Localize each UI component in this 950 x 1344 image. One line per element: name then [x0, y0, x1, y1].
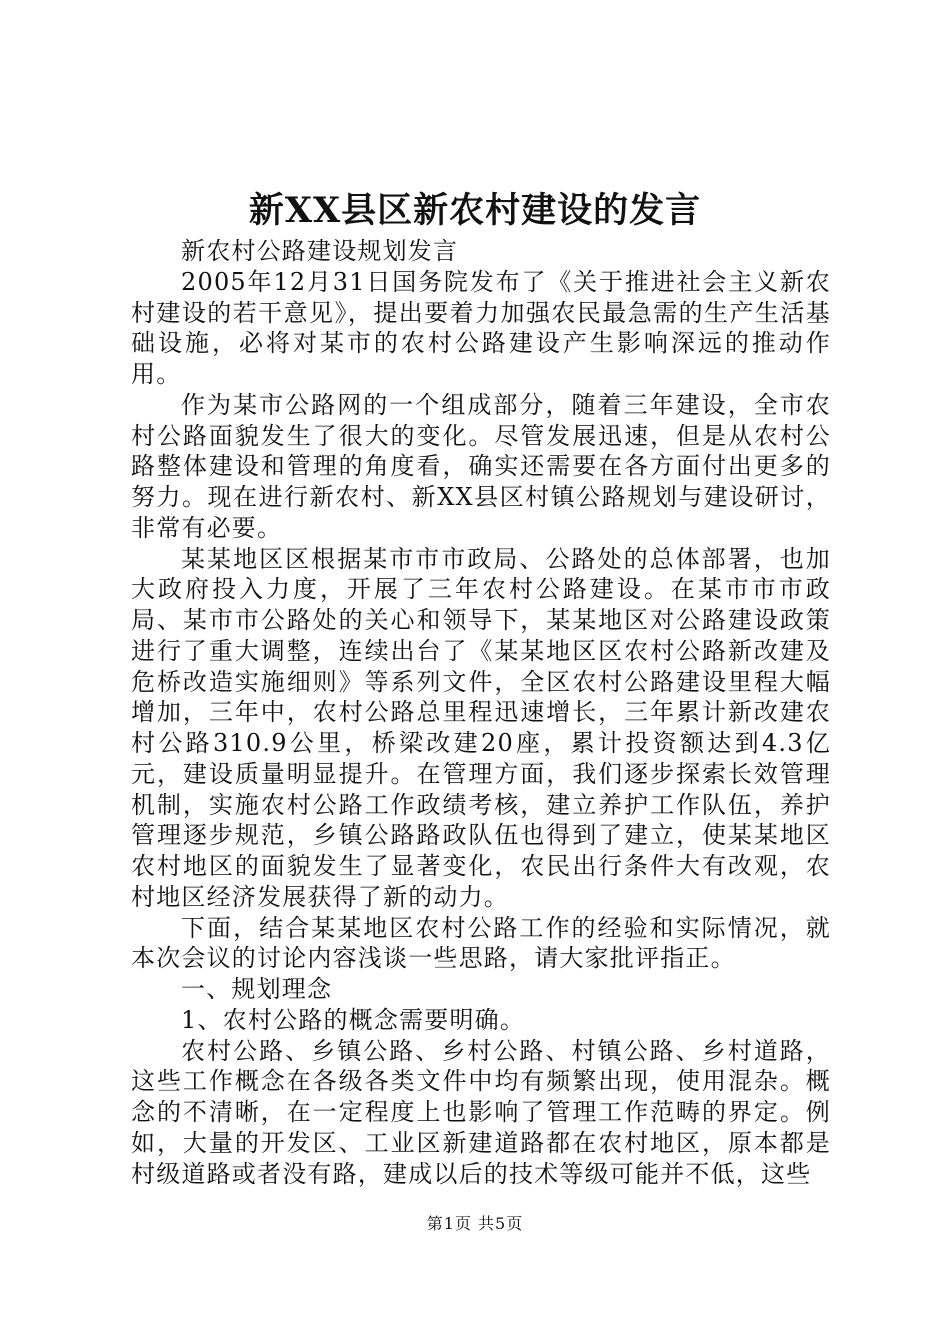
paragraph-state-council-opinion: 2005年12月31日国务院发布了《关于推进社会主义新农村建设的若干意见》，提出要着力加强农民最急需的生产生活基础设施，必将对某市的农村公路建设产生影响深远的推动作用。 [131, 267, 831, 388]
document-body [131, 236, 831, 1189]
section-heading-planning-concept: 一、规划理念 [181, 975, 333, 1003]
paragraph-road-network-change: 作为某市公路网的一个组成部分，随着三年建设，全市农村公路面貌发生了很大的变化。尽管发展迅速，但是从农村公路整体建设和管理的角度看，确实还需要在各方面付出更多的努力。现在进行新农村、新XX县区村镇公路规划与建设研讨，非常有必要。 [131, 390, 831, 542]
paragraph-discussion-intro: 下面，结合某某地区农村公路工作的经验和实际情况，就本次会议的讨论内容浅谈一些思路，请大家批评指正。 [131, 913, 831, 973]
paragraph-subtitle: 新农村公路建设规划发言 [181, 237, 459, 265]
paragraph-district-construction: 某某地区区根据某市市市政局、公路处的总体部署，也加大政府投入力度，开展了三年农村公路建设。在某市市市政局、某市市公路处的关心和领导下，某某地区对公路建设政策进行了重大调整，连续出台了《某某地区区农村公路新改建及危桥改造实施细则》等系列文件，全区农村公路建设里程大幅增加，三年中，农村公路总里程迅速增长，三年累计新改建农村公路310.9公里，桥梁改建20座，累计投资额达到4.3亿元，建设质量明显提升。在管理方面，我们逐步探索长效管理机制，实施农村公路工作政绩考核，建立养护工作队伍，养护管理逐步规范，乡镇公路路政队伍也得到了建立，使某某地区农村地区的面貌发生了显著变化，农民出行条件大有改观，农村地区经济发展获得了新的动力。 [131, 544, 831, 911]
paragraph-concept-definitions: 农村公路、乡镇公路、乡村公路、村镇公路、乡村道路，这些工作概念在各级各类文件中均有频繁出现，使用混杂。概念的不清晰，在一定程度上也影响了管理工作范畴的界定。例如，大量的开发区、工业区新建道路都在农村地区，原本都是村级道路或者没有路，建成以后的技术等级可能并不低，这些 [131, 1036, 831, 1188]
document-title: 新XX县区新农村建设的发言 [248, 190, 702, 231]
page-number-footer: 第1页 共5页 [426, 1214, 524, 1233]
subsection-heading-concept-clarity: 1、农村公路的概念需要明确。 [181, 1005, 526, 1034]
